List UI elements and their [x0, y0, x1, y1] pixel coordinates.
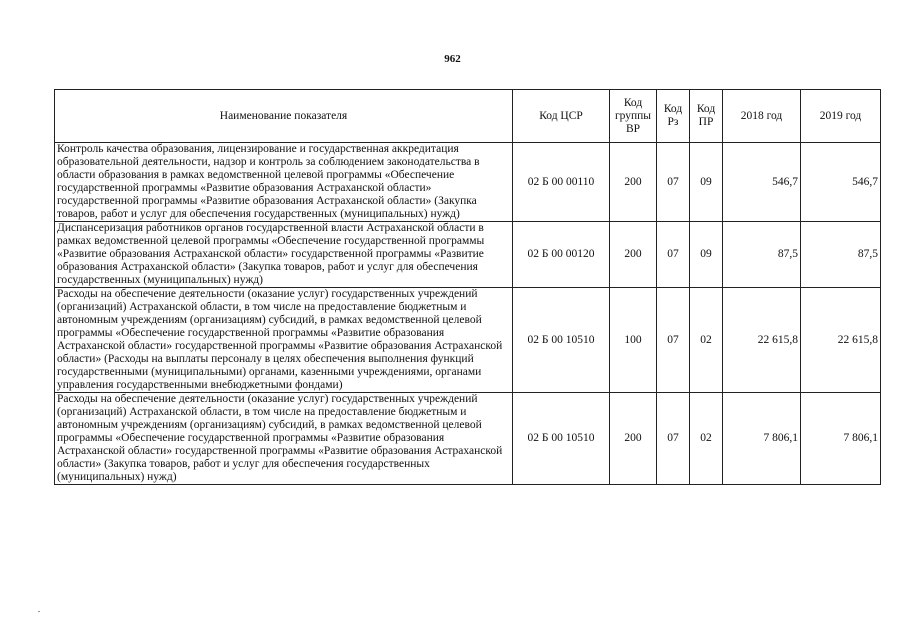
scan-mark: [38, 611, 40, 612]
row-rz: 07: [657, 143, 690, 222]
row-vr: 100: [610, 288, 657, 393]
header-pr: Код ПР: [690, 90, 723, 143]
row-pr: 09: [690, 143, 723, 222]
budget-table: [54, 89, 881, 485]
row-2019: 87,5: [801, 222, 881, 288]
row-pr: 02: [690, 288, 723, 393]
header-csr: Код ЦСР: [513, 90, 610, 143]
row-csr: 02 Б 00 10510: [513, 288, 610, 393]
row-pr: 02: [690, 393, 723, 485]
row-vr: 200: [610, 222, 657, 288]
row-2018: 87,5: [723, 222, 801, 288]
row-2018: 22 615,8: [723, 288, 801, 393]
table-row: [55, 393, 881, 485]
header-2019: 2019 год: [801, 90, 881, 143]
table-row: [55, 143, 881, 222]
row-2019: 546,7: [801, 143, 881, 222]
header-vr: Код группы ВР: [610, 90, 657, 143]
row-pr: 09: [690, 222, 723, 288]
header-rz: Код Рз: [657, 90, 690, 143]
row-vr: 200: [610, 143, 657, 222]
row-name: Контроль качества образования, лицензирование и государственная аккредитация образовательной деятельности, надзор и контроль за соблюдением законодательства в области образования в рамках ведомственной целевой программы «Обеспечение государственной программы «Развитие образования Астраханской области» государственной программы «Развитие образования Астраханской области» (Закупка товаров, работ и услуг для обеспечения государственных (муниципальных) нужд): [55, 143, 513, 222]
row-2019: 7 806,1: [801, 393, 881, 485]
row-csr: 02 Б 00 00120: [513, 222, 610, 288]
row-csr: 02 Б 00 00110: [513, 143, 610, 222]
row-name: Расходы на обеспечение деятельности (оказание услуг) государственных учреждений (организаций) Астраханской области, в том числе на предоставление бюджетным и автономным учреждениям (организациям) субсидий, в рамках ведомственной целевой программы «Обеспечение государственной программы «Развитие образования Астраханской области» государственной программы «Развитие образования Астраханской области» (Закупка товаров, работ и услуг для обеспечения государственных (муниципальных) нужд): [55, 393, 513, 485]
table-row: [55, 222, 881, 288]
row-2018: 7 806,1: [723, 393, 801, 485]
page-number: 962: [444, 53, 461, 65]
row-vr: 200: [610, 393, 657, 485]
row-rz: 07: [657, 393, 690, 485]
row-2018: 546,7: [723, 143, 801, 222]
row-csr: 02 Б 00 10510: [513, 393, 610, 485]
table-row: [55, 288, 881, 393]
row-rz: 07: [657, 222, 690, 288]
row-name: Расходы на обеспечение деятельности (оказание услуг) государственных учреждений (организаций) Астраханской области, в том числе на предоставление бюджетным и автономным учреждениям (организациям) субсидий, в рамках ведомственной целевой программы «Обеспечение государственной программы «Развитие образования Астраханской области» государственной программы «Развитие образования Астраханской области» (Расходы на выплаты персоналу в целях обеспечения выполнения функций государственными (муниципальными) органами, казенными учреждениями, органами управления государственными внебюджетными фондами): [55, 288, 513, 393]
table-header-row: [55, 90, 881, 143]
row-rz: 07: [657, 288, 690, 393]
row-name: Диспансеризация работников органов государственной власти Астраханской области в рамках ведомственной целевой программы «Обеспечение государственной программы «Развитие образования Астраханской области» государственной программы «Развитие образования Астраханской области» (Закупка товаров, работ и услуг для обеспечения государственных (муниципальных) нужд): [55, 222, 513, 288]
header-name: Наименование показателя: [55, 90, 513, 143]
row-2019: 22 615,8: [801, 288, 881, 393]
header-2018: 2018 год: [723, 90, 801, 143]
